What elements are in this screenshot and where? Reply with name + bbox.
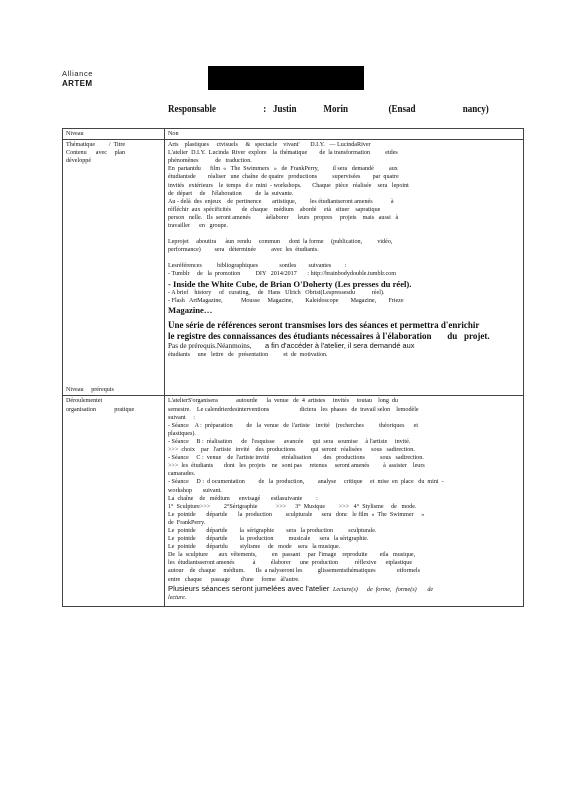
contenu-line: - Tumblr de la promotion DIY 2014/2017 : http://brainbodydouble.tumblr.com: [168, 271, 396, 278]
deroulement-line: Le pointde départde la production sculpturale sera donc le film « The Swimmer »: [168, 511, 425, 518]
deroulement-line: La chaîne de médium envisagé estlasuivante :: [168, 495, 318, 502]
deroulement-line: - Séance B : réalisation de l'esquisse avancée qui sera soumise à l'artiste invité.: [168, 438, 411, 445]
deroulement-line: plastiques).: [168, 430, 196, 437]
redacted-title-bar: [208, 66, 364, 90]
deroulement-last-2: lecture.: [168, 594, 187, 601]
contenu-line: performance) sera déterminée avec les étudiants.: [168, 247, 319, 254]
contenu-line: étudiantsde réaliser une chaîne de quatre productions supervisées par quatre: [168, 174, 399, 181]
value-niveau: Non: [165, 129, 524, 140]
deroulement-line: 1° Sculpture>>> 2°Sérigraphie >>> 3° Musique >>> 4° Stylisme de mode.: [168, 503, 417, 510]
label-thematique-contenu: [63, 140, 165, 396]
logo-line-alliance: Alliance: [62, 69, 94, 78]
deroulement-text: [168, 397, 520, 583]
deroulement-line: Le pointde départde la production musicale sera la sérigraphie.: [168, 536, 369, 543]
label-deroulement: [63, 396, 165, 606]
label-prerequis: Niveau prérequis: [66, 387, 114, 394]
deroulement-line: Le pointde départdu stylisme de mode sera la musique.: [168, 544, 341, 551]
value-deroulement: [165, 396, 524, 606]
deroulement-line: de FrankPerry.: [168, 519, 206, 526]
deroulement-line: workshop suivant.: [168, 487, 222, 494]
deroulement-line: autour de chaque médium. Ils a nalyseront les glissementsthématiques etformels: [168, 568, 420, 575]
contenu-line: [168, 230, 520, 238]
contenu-ref-line: - Flash ArtMagazine, Mousse Magazine, Kaleidoscope Magazine, Frieze: [168, 297, 404, 304]
deroulement-last-line: [168, 584, 520, 594]
deroulement-line: les étudiantsseront amenés à élaborer une production réflexive etplastique: [168, 560, 413, 567]
deroulement-line: L'atelierS'organisera autourde la venue de 4 artistes invités toutau long du: [168, 398, 399, 405]
label-contenu-2: développé: [66, 158, 92, 165]
contenu-text-2: [168, 289, 520, 305]
contenu-line: Lesréférences bibliographiques sontles suivantes :: [168, 263, 347, 270]
label-niveau: Niveau: [63, 129, 165, 140]
contenu-line: Au - delà des enjeux de pertinence artistique, les étudiantseront amenés à: [168, 198, 394, 205]
prerequis-line-2: étudiants une lettre de présentation et de motivation.: [168, 351, 328, 358]
label-thematique: Thématique / Titre: [66, 142, 126, 149]
contenu-line: invités extérieurs le temps d e mini - workshops. Chaque pièce réalisée sera lepoint: [168, 182, 409, 189]
prerequis-line-1: [168, 342, 520, 351]
contenu-text: [168, 149, 520, 278]
references-sentence-1: Une série de références seront transmises lors des séances et permettra d'enrichir: [168, 319, 480, 330]
prerequis-text-1b: a fin d'accéder à l'atelier, il sera demandé aux: [264, 340, 415, 350]
row-niveau: [63, 129, 524, 140]
contenu-line: L'atelier D.I.Y. Lucinda River explore la thématique de la transformation etdes: [168, 150, 398, 157]
contenu-line: person nelle. Ils seront amenés àélaborer leurs propres projets mais aussi à: [168, 214, 399, 221]
contenu-line: En partantdu film « The Swimmers » de FrankPerry, il sera demandé aux: [168, 166, 398, 173]
deroulement-line: camarades.: [168, 471, 196, 478]
alliance-artem-logo: [62, 70, 93, 88]
row-deroulement: [63, 396, 524, 606]
contenu-line: réfléchir aux spécificités de chaque médium abordé età situer sapratique: [168, 206, 381, 213]
contenu-line: phénomènes de traduction.: [168, 158, 252, 165]
deroulement-line: - Séance A : préparation de la venue de l'artiste invité (recherches théoriques et: [168, 422, 419, 429]
contenu-line: travailler en groupe.: [168, 223, 228, 230]
course-table: [62, 128, 524, 607]
deroulement-line: >>> choix par l'artiste invité des productions qui seront réalisées sous sadirection.: [168, 447, 415, 454]
row-thematique-contenu: [63, 140, 524, 396]
prerequis-text-1a: Pas de prérequis.Néanmoins,: [168, 341, 252, 350]
logo-line-artem: ARTEM: [62, 78, 93, 88]
deroulement-line: entre chaque passage d'une forme àl'autre.: [168, 576, 300, 583]
deroulement-line: - Séance D : d ocumentation de la production, analyse critique et mise en place du mini -: [168, 479, 444, 486]
responsable-line: Responsable : Justin Morin (Ensad nancy): [168, 104, 489, 115]
thematique-value: Arts plastiques ctvisuels & spectacle vivant' D.I.Y. — LucindaRiver: [168, 142, 371, 149]
deroulement-line: >>> les étudiants dont les projets ne sont pas retenus seront amenés à assister leurs: [168, 463, 425, 470]
label-contenu-1: Contenu avec plan: [66, 150, 126, 157]
deroulement-last-a: Plusieurs séances seront jumelées avec l'atelier: [168, 583, 330, 593]
deroulement-line: De la sculpture aux vêtements, en passant par l'image reproduite etla musique,: [168, 552, 416, 559]
contenu-line: [168, 254, 520, 262]
contenu-line: de départ de l'élaboration de la suivante.: [168, 190, 294, 197]
deroulement-line: suivant :: [168, 414, 195, 421]
value-contenu: [165, 140, 524, 396]
deroulement-line: semestre. Le calendrierdesinterventions dictera les phases de travail selon lemodèle: [168, 406, 419, 413]
reference-magazine: Magazine…: [168, 304, 213, 315]
label-deroulement-2: organisation pratique: [66, 406, 135, 413]
contenu-line: Leprojet aboutira àun rendu commun dont la forme (publication, vidéo,: [168, 239, 393, 246]
reference-inside-white-cube: - Inside the White Cube, de Brian O'Doherty (Les presses du réel).: [168, 278, 412, 289]
deroulement-last-b: Lecture(s) de forme, forme(s) de: [332, 586, 434, 593]
label-deroulement-1: Déroulementet: [66, 398, 103, 405]
contenu-ref-line: - A brief history of curating, de Hans Ulrich Obrist(Lespressesdu réel).: [168, 289, 385, 296]
references-sentence-2: le registre des connaissances des étudiants nécessaires à l'élaboration du projet.: [168, 330, 490, 341]
deroulement-line: Le pointde départde la sérigraphie sera la production sculpturale.: [168, 527, 377, 534]
deroulement-line: - Séance C : venue de l'artiste invité etréalisation des productions sous sadirection.: [168, 455, 424, 462]
